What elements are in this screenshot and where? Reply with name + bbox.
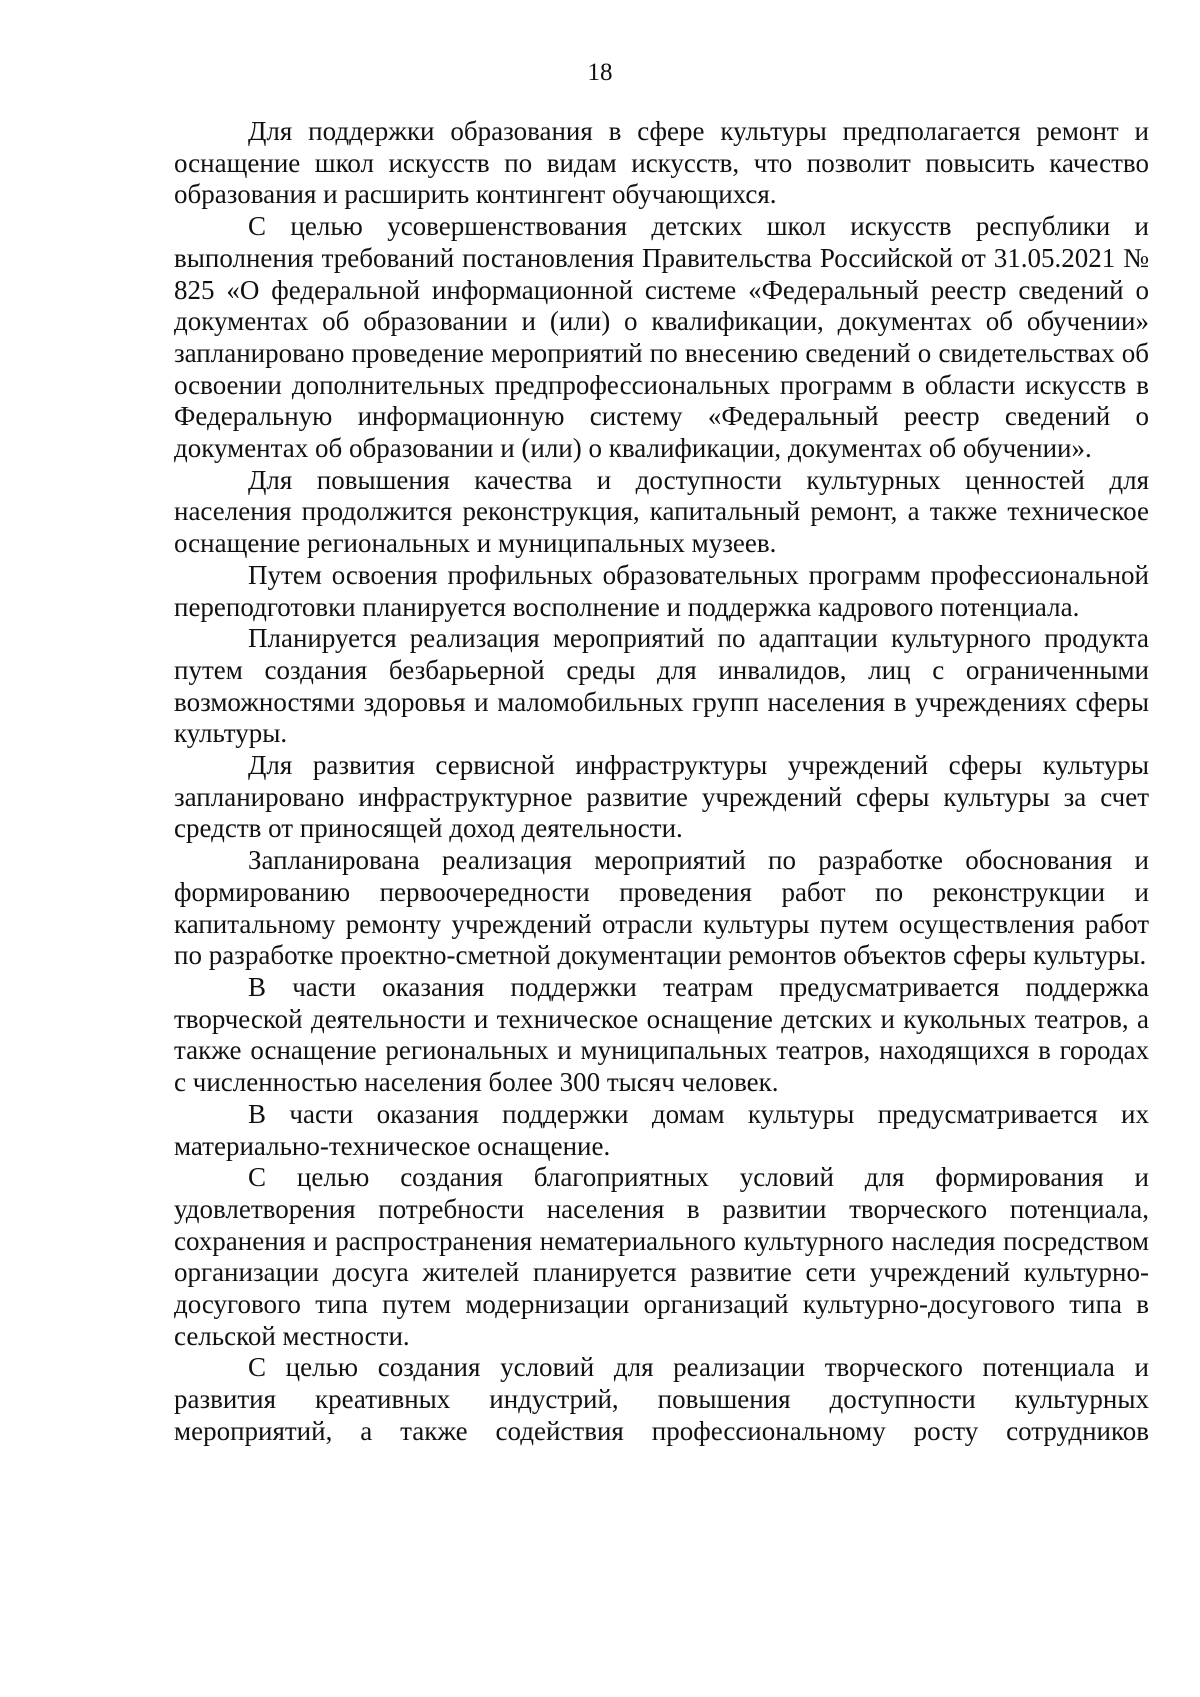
paragraph-reconstruction-planning: Запланирована реализация мероприятий по разработке обоснования и формированию первоочередности проведения работ по реконструкции и капитальному ремонту учреждений отрасли культуры путем осуществления работ по разработке проектно-сметной документации ремонтов объектов сферы культуры. — [174, 845, 1149, 971]
paragraph-leisure-network: С целью создания благоприятных условий для формирования и удовлетворения потребности населения в развитии творческого потенциала, сохранения и распространения нематериального культурного наследия посредством организации досуга жителей планируется развитие сети учреждений культурно-досугового типа путем модернизации организаций культурно-досугового типа в сельской местности. — [174, 1162, 1149, 1351]
paragraph-houses-of-culture: В части оказания поддержки домам культуры предусматривается их материально-техническое оснащение. — [174, 1098, 1149, 1161]
paragraph-art-schools-registry: С целью усовершенствования детских школ искусств республики и выполнения требований постановления Правительства Российской от 31.05.2021 № 825 «О федеральной информационной системе «Федеральный реестр сведений о документах об образовании и (или) о квалификации, документах об обучении» запланировано проведение мероприятий по внесению сведений о свидетельствах об освоении дополнительных предпрофессиональных программ в области искусств в Федеральную информационную систему «Федеральный реестр сведений о документах об образовании и (или) о квалификации, документах об обучении». — [174, 211, 1149, 464]
paragraph-education: Для поддержки образования в сфере культуры предполагается ремонт и оснащение школ искусств по видам искусств, что позволит повысить качество образования и расширить контингент обучающихся. — [174, 116, 1149, 210]
paragraph-service-infrastructure: Для развития сервисной инфраструктуры учреждений сферы культуры запланировано инфраструктурное развитие учреждений сферы культуры за счет средств от приносящей доход деятельности. — [174, 750, 1149, 844]
paragraph-staff: Путем освоения профильных образовательных программ профессиональной переподготовки планируется восполнение и поддержка кадрового потенциала. — [174, 559, 1149, 622]
paragraph-museums: Для повышения качества и доступности культурных ценностей для населения продолжится реконструкция, капитальный ремонт, а также техническое оснащение региональных и муниципальных музеев. — [174, 464, 1149, 559]
paragraph-creative-industries: С целью создания условий для реализации творческого потенциала и развития креативных индустрий, повышения доступности культурных мероприятий, а также содействия профессиональному росту сотрудников — [174, 1352, 1149, 1446]
page-number: 18 — [587, 59, 613, 86]
paragraph-accessibility: Планируется реализация мероприятий по адаптации культурного продукта путем создания безбарьерной среды для инвалидов, лиц с ограниченными возможностями здоровья и маломобильных групп населения в учреждениях сферы культуры. — [174, 623, 1149, 749]
document-body — [174, 116, 1149, 1448]
paragraph-theatres: В части оказания поддержки театрам предусматривается поддержка творческой деятельности и техническое оснащение детских и кукольных театров, а также оснащение региональных и муниципальных театров, находящихся в городах с численностью населения более 300 тысяч человек. — [174, 971, 1149, 1098]
